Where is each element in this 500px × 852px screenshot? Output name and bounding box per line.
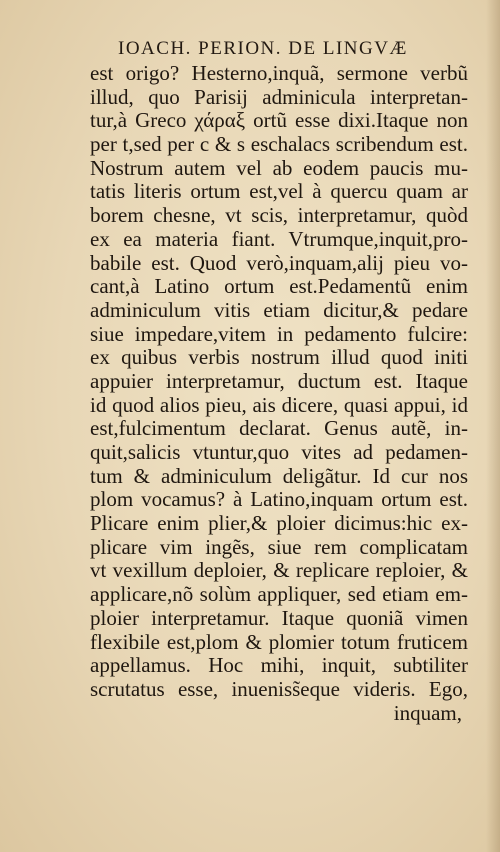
text-line: illud, quo Parisij adminicula interpretan- [90,85,468,109]
text-line: applicare,nõ solùm appliquer, sed etiam em- [90,583,468,607]
body-text [90,62,468,725]
text-line: ex ea materia fiant. Vtrumque,inquit,pro- [90,227,468,251]
text-line: plicare vim ingẽs, siue rem complicatam [90,535,468,559]
text-line: plom vocamus? à Latino,inquam ortum est. [90,488,468,512]
text-line: tur,à Greco χάραξ ortũ esse dixi.Itaque non [90,109,468,133]
page-edge-shadow [486,0,500,852]
text-line: tum & adminiculum deligãtur. Id cur nos [90,464,468,488]
text-line: vt vexillum deploier, & replicare reploier, & [90,559,468,583]
text-line: appuier interpretamur, ductum est. Itaque [90,369,468,393]
text-line: borem chesne, vt scis, interpretamur, quòd [90,204,468,228]
text-line: tatis literis ortum est,vel à quercu quam ar [90,180,468,204]
text-line: est,fulcimentum declarat. Genus autẽ, in- [90,417,468,441]
running-header: IOACH. PERION. DE LINGVÆ [118,38,408,59]
text-line: appellamus. Hoc mihi, inquit, subtiliter [90,654,468,678]
text-line: ex quibus verbis nostrum illud quod initi [90,346,468,370]
text-line: quit,salicis vtuntur,quo vites ad pedamen- [90,441,468,464]
text-line: adminiculum vitis etiam dicitur,& pedare [90,298,468,322]
text-line: ploier interpretamur. Itaque quoniã vimen [90,606,468,630]
text-line: cant,à Latino ortum est.Pedamentũ enim [90,275,468,299]
text-line: flexibile est,plom & plomier totum fruticem [90,630,468,654]
text-line: Nostrum autem vel ab eodem paucis mu- [90,156,468,180]
text-line: per t,sed per c & s eschalacs scribendum est. [90,133,468,157]
text-line: est origo? Hesterno,inquã, sermone verbũ [90,62,468,85]
text-line: scrutatus esse, inueniss̃eque videris. Ego, [90,677,468,701]
text-line: Plicare enim plier,& ploier dicimus:hic ex- [90,512,468,536]
text-line: babile est. Quod verò,inquam,alij pieu vo- [90,251,468,275]
text-line-final: inquam, [393,701,462,725]
text-line: siue impedare,vitem in pedamento fulcire: [90,322,468,346]
text-line: id quod alios pieu, ais dicere, quasi appui, id [90,393,468,417]
